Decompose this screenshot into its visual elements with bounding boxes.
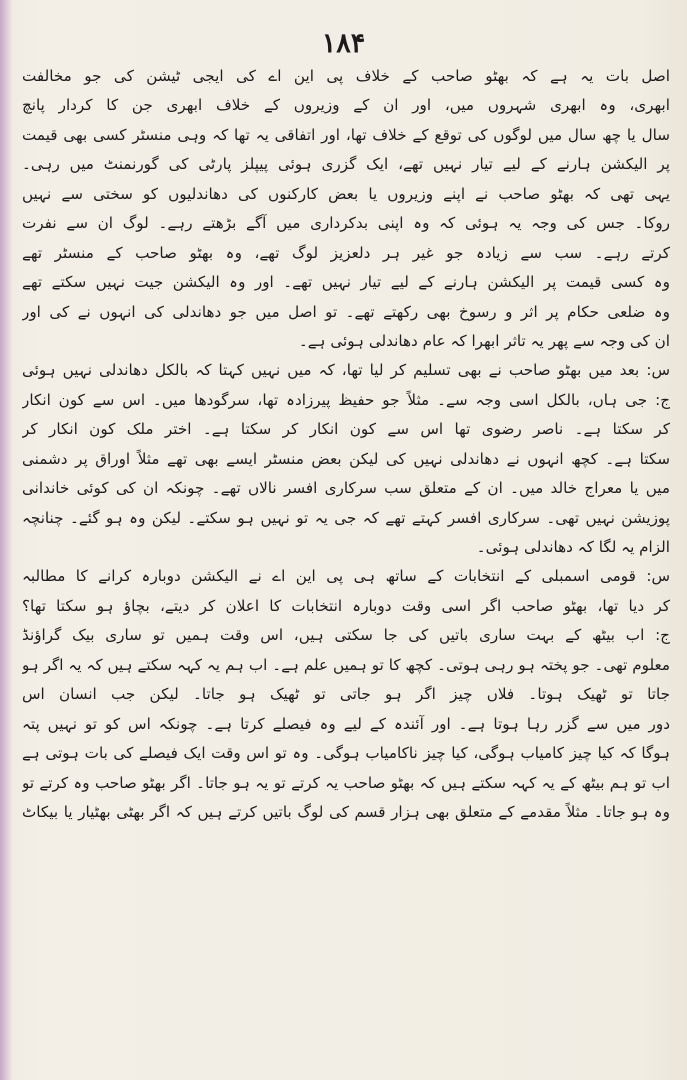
text-line: کر سکتا ہے۔ ناصر رضوی تھا اس سے کون انکار کر سکتا ہے۔ اختر ملک کون انکار کر: [22, 420, 670, 439]
text-line: الزام یہ لگا کہ دھاندلی ہوئی۔: [476, 538, 670, 556]
text-line: دور میں سے گزر رہا ہوتا ہے۔ اور آئندہ کے لیے وہ فیصلے کرتا ہے۔ چونکہ اس کو تو نہیں پتہ: [22, 714, 670, 733]
text-line: ابھری، وہ ابھری شہروں میں، اور ان کے وزیروں کے خلاف ابھری جن کا کردار پانچ: [22, 96, 670, 115]
text-line: وہ ہو جاتا۔ مثلاً مقدمے کے متعلق بھی ہزار قسم کی لوگ باتیں کرتے ہیں کہ اگر بھٹی بھٹیار یا بیکاٹ: [22, 802, 670, 821]
answer-line: ج: اب بیٹھ کے بہت ساری باتیں کی جا سکتی ہیں، اس وقت ہمیں تو ساری بیک گراؤنڈ: [22, 626, 670, 645]
text-line: یہی تھی کہ بھٹو صاحب نے اپنے وزیروں یا بعض کارکنوں کی دھاندلیوں کو سختی سے نہیں: [22, 184, 670, 203]
text-line: ان کی وجہ سے پھر یہ تاثر ابھرا کہ عام دھاندلی ہوئی ہے۔: [298, 331, 670, 350]
text-line: پوزیشن نہیں تھی۔ سرکاری افسر کہتے تھے کہ جی یہ تو نہیں ہو سکتے۔ لیکن وہ ہو گئے۔ چنانچہ: [22, 508, 670, 527]
text-line: سال یا چھ سال میں لوگوں کی توقع کے خلاف تھا، اور اتفاقی یہ تھا کہ وہی منسٹر کسی بھی قیمت: [22, 125, 670, 144]
text-line: سکتا ہے۔ کچھ انہوں نے دھاندلی نہیں کی لیکن بعض منسٹر ایسے بھی تھے مثلاً اوراق پر دشمنی: [22, 449, 670, 468]
text-line: پر الیکشن ہارنے کے لیے تیار نہیں تھے، ایک گزری ہوئی پیپلز پارٹی کی گورنمنٹ میں رہی۔: [22, 155, 670, 174]
text-line: وہ کسی قیمت پر الیکشن ہارنے کے لیے تیار نہیں تھے۔ اور وہ الیکشن جیت نہیں سکتے تھے: [22, 273, 670, 292]
text-line: کرتے رہے۔ سب سے زیادہ جو غیر ہر دلعزیز لوگ تھے، وہ بھٹو صاحب کے منسٹر تھے: [22, 243, 670, 262]
text-line: اب تو ہم بیٹھ کے یہ کہہ سکتے ہیں کہ بھٹو صاحب یہ کرتے تو یہ ہو جاتا۔ اگر بھٹو صاحب وہ کرتے تو: [22, 773, 670, 792]
text-line: معلوم تھی۔ جو پختہ ہو رہی ہوتی۔ کچھ کا تو ہمیں علم ہے۔ اب ہم یہ کہہ سکتے ہیں کہ یہ اگر ہو: [22, 655, 670, 674]
page-number: ۱۸۴: [321, 28, 366, 59]
question-line: س: بعد میں بھٹو صاحب نے بھی تسلیم کر لیا تھا، کہ میں نہیں کہتا کہ بالکل دھاندلی نہیں ہوئی: [22, 361, 670, 380]
urdu-text-block: [22, 62, 670, 827]
text-line: ہوگا کہ کیا چیز کامیاب ہوگی، کیا چیز ناکامیاب ہوگی۔ وہ تو اس وقت ایک فیصلے کی بات ہوتی ہے: [22, 744, 670, 763]
text-line: وہ ضلعی حکام پر اثر و رسوخ بھی رکھتے تھے۔ تو اصل میں جو دھاندلی کی انہوں نے کی اور: [22, 302, 670, 321]
text-line: میں یا معراج خالد میں۔ ان کے متعلق سب سرکاری افسر نالاں تھے۔ چونکہ ان کی کوئی خاندانی: [22, 479, 670, 498]
text-line: روکا۔ جس کی وجہ یہ ہوئی کہ وہ اپنی بدکرداری میں آگے بڑھتے رہے۔ لوگ ان سے نفرت: [22, 214, 670, 233]
page-binding-edge: [0, 0, 12, 1080]
question-line: س: قومی اسمبلی کے انتخابات کے ساتھ ہی پی این اے نے الیکشن دوبارہ کرانے کا مطالبہ: [22, 567, 670, 586]
text-line: جاتا تو ٹھیک ہوتا۔ فلاں چیز اگر ہو جاتی تو ٹھیک ہو جاتا۔ لیکن جب انسان اس: [22, 685, 670, 704]
text-line: کر دیا تھا، بھٹو صاحب اگر اسی وقت دوبارہ انتخابات کا اعلان کر دیتے، بچاؤ ہو سکتا تھا؟: [22, 596, 670, 615]
text-line: اصل بات یہ ہے کہ بھٹو صاحب کے خلاف پی این اے کی ایجی ٹیشن کی جو مخالفت: [22, 67, 670, 85]
answer-line: ج: جی ہاں، بالکل اسی وجہ سے۔ مثلاً جو حفیظ پیرزادہ تھا، سرگودھا میں۔ اس سے کون انکار: [22, 390, 670, 409]
